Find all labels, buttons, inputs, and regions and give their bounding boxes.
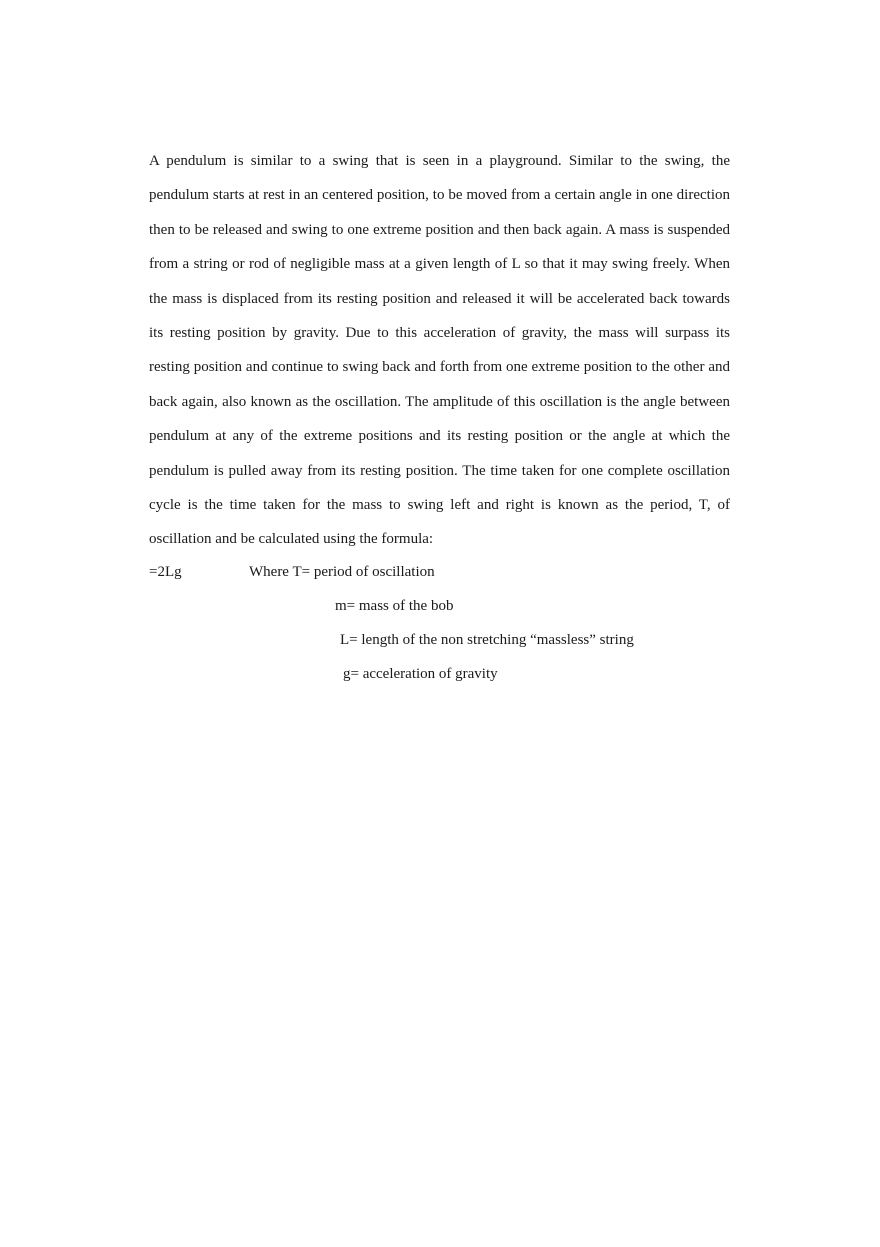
definition-mass: m= mass of the bob — [335, 598, 454, 614]
formula-block — [149, 555, 749, 691]
definition-length: L= length of the non stretching “massless” string — [340, 632, 634, 648]
definition-row — [149, 657, 749, 691]
definition-row — [149, 623, 749, 657]
definition-period: Where T= period of oscillation — [249, 564, 435, 580]
period-formula: =2Lg — [149, 564, 182, 580]
body-paragraph: A pendulum is similar to a swing that is seen in a playground. Similar to the swing, the pendulum starts at rest in an centered position, to be moved from a certain angle in one direction then to be released and swing to one extreme position and then back again. A mass is suspended from a string or rod of negligible mass at a given length of L so that it may swing freely. When the mass is displaced from its resting position and released it will be accelerated back towards its resting position by gravity. Due to this acceleration of gravity, the mass will surpass its resting position and continue to swing back and forth from one extreme position to the other and back again, also known as the oscillation. The amplitude of this oscillation is the angle between pendulum at any of the extreme positions and its resting position or the angle at which the pendulum is pulled away from its resting position. The time taken for one complete oscillation cycle is the time taken for the mass to swing left and right is known as the period, T, of oscillation and be calculated using the formula: — [149, 153, 730, 548]
definition-gravity: g= acceleration of gravity — [343, 666, 498, 682]
definition-row — [149, 589, 749, 623]
formula-row — [149, 555, 749, 589]
